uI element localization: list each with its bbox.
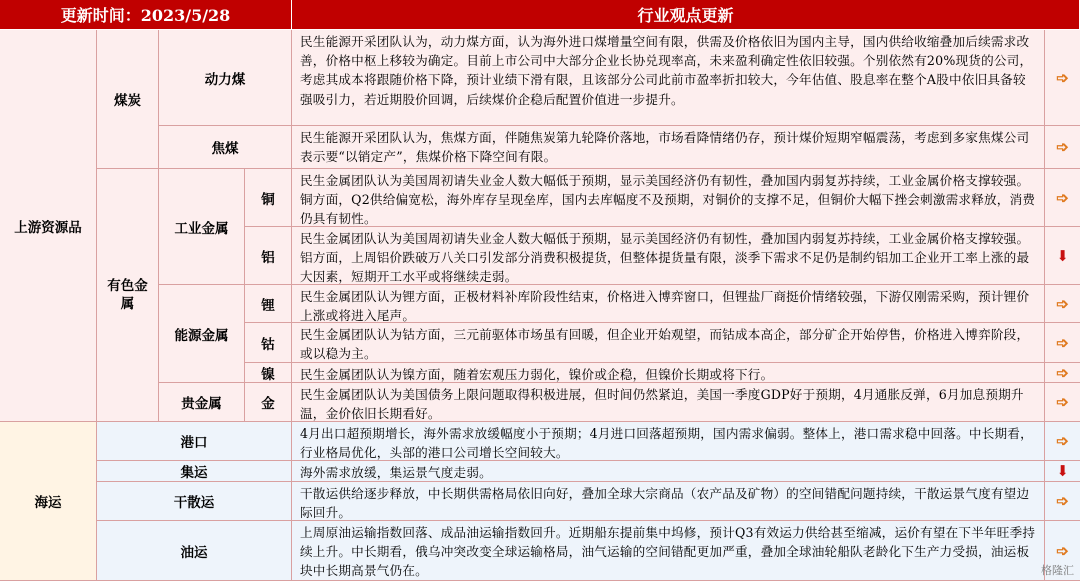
- subcategory-precious-metals: 贵金属: [159, 383, 245, 422]
- view-text-dry-bulk: 干散运供给逐步释放，中长期供需格局依旧向好，叠加全球大宗商品（农产品及矿物）的空间错配问题持续，干散运景气度有望边际回升。: [292, 482, 1045, 521]
- trend-cell: [1045, 363, 1080, 383]
- category-shipping: 海运: [0, 422, 97, 581]
- subcategory-coal: 煤炭: [97, 30, 159, 169]
- view-text-coking-coal: 民生能源开采团队认为，焦煤方面，伴随焦炭第九轮降价落地，市场看降情绪仍存，预计煤价短期窄幅震荡，考虑到多家焦煤公司表示要“以销定产”，焦煤价格下降空间有限。: [292, 126, 1045, 169]
- subcategory-nonferrous: 有色金属: [97, 169, 159, 422]
- trend-cell: [1045, 126, 1080, 169]
- flat-arrow-icon: ➩: [1056, 333, 1069, 352]
- view-text-gold: 民生金属团队认为美国债务上限问题取得积极进展，但时间仍然紧迫，美国一季度GDP好于预期，4月通胀反弹，6月加息预期升温，金价依旧长期看好。: [292, 383, 1045, 422]
- trend-cell: [1045, 422, 1080, 461]
- view-text-aluminum: 民生金属团队认为美国周初请失业金人数大幅低于预期，显示美国经济仍有韧性，叠加国内弱复苏持续，工业金属价格支撑较强。铝方面，上周铝价跌破万八关口引发部分消费积极提货，但整体提货量有限，淡季下需求不足仍是制约铝加工企业开工率上涨的最大因素，短期开工水平或将继续走弱。: [292, 227, 1045, 285]
- item-port: 港口: [97, 422, 292, 461]
- update-date-header: 更新时间：2023/5/28: [0, 0, 292, 30]
- flat-arrow-icon: ➩: [1056, 492, 1069, 510]
- item-coking-coal: 焦煤: [159, 126, 292, 169]
- view-text-container-shipping: 海外需求放缓，集运景气度走弱。: [292, 461, 1045, 482]
- flat-arrow-icon: ➩: [1056, 294, 1069, 313]
- flat-arrow-icon: ➩: [1056, 138, 1069, 156]
- item-cobalt: 钴: [245, 323, 292, 363]
- view-text-copper: 民生金属团队认为美国周初请失业金人数大幅低于预期，显示美国经济仍有韧性，叠加国内弱复苏持续，工业金属价格支撑较强。铜方面，Q2供给偏宽松，海外库存呈现垒库，国内去库幅度不及预期，对铜价的支撑不足，但铜价大幅下挫会刺激需求释放，消费仍具有韧性。: [292, 169, 1045, 227]
- flat-arrow-icon: ➩: [1056, 432, 1069, 450]
- trend-cell: [1045, 482, 1080, 521]
- flat-arrow-icon: ➩: [1056, 188, 1069, 207]
- view-text-port: 4月出口超预期增长，海外需求放缓幅度小于预期；4月进口回落超预期，国内需求偏弱。整体上，港口需求稳中回落。中长期看，行业格局优化，头部的港口公司增长空间较大。: [292, 422, 1045, 461]
- flat-arrow-icon: ➩: [1056, 363, 1069, 382]
- item-container-shipping: 集运: [97, 461, 292, 482]
- down-arrow-icon: ⬇: [1056, 462, 1069, 480]
- flat-arrow-icon: ➩: [1056, 393, 1069, 411]
- flat-arrow-icon: ➩: [1056, 68, 1069, 87]
- item-nickel: 镍: [245, 363, 292, 383]
- item-aluminum: 铝: [245, 227, 292, 285]
- trend-cell: [1045, 285, 1080, 323]
- view-text-thermal-coal: 民生能源开采团队认为，动力煤方面，认为海外进口煤增量空间有限，供需及价格依旧为国内主导，国内供给收缩叠加后续需求改善，价格中枢上移较为确定。目前上市公司中大部分企业长协兑现率高，未来盈利确定性依旧较强。个别依然有20%现货的公司，考虑其成本将跟随价格下降，预计业绩下滑有限，且该部分公司此前市盈率折扣较大，今年估值、股息率在整个A股中依旧具备较强吸引力，若近期股价回调，后续煤价企稳后配置价值进一步提升。: [292, 30, 1045, 126]
- table-title-header: 行业观点更新: [292, 0, 1080, 30]
- item-lithium: 锂: [245, 285, 292, 323]
- flat-arrow-icon: ➩: [1056, 541, 1069, 560]
- item-gold: 金: [245, 383, 292, 422]
- trend-cell: [1045, 30, 1080, 126]
- category-upstream: 上游资源品: [0, 30, 97, 422]
- trend-cell: [1045, 227, 1080, 285]
- trend-cell: [1045, 323, 1080, 363]
- subcategory-industrial-metals: 工业金属: [159, 169, 245, 285]
- trend-cell: [1045, 383, 1080, 422]
- view-text-cobalt: 民生金属团队认为钴方面，三元前驱体市场虽有回暖，但企业开始观望，而钴成本高企，部分矿企开始停售，价格进入博弈阶段，或以稳为主。: [292, 323, 1045, 363]
- trend-cell: [1045, 169, 1080, 227]
- down-arrow-icon: ⬇: [1056, 246, 1069, 265]
- item-oil-shipping: 油运: [97, 521, 292, 581]
- item-copper: 铜: [245, 169, 292, 227]
- trend-cell: [1045, 461, 1080, 482]
- subcategory-energy-metals: 能源金属: [159, 285, 245, 383]
- item-dry-bulk: 干散运: [97, 482, 292, 521]
- view-text-lithium: 民生金属团队认为锂方面，正极材料补库阶段性结束，价格进入博弈窗口，但锂盐厂商挺价情绪较强，下游仅刚需采购，预计锂价上涨或将进入尾声。: [292, 285, 1045, 323]
- watermark: 格隆汇: [1041, 564, 1074, 577]
- view-text-oil-shipping: 上周原油运输指数回落、成品油运输指数回升。近期船东提前集中坞修，预计Q3有效运力供给甚至缩减，运价有望在下半年旺季持续上升。中长期看，俄乌冲突改变全球运输格局，油气运输的空间错配更加严重，叠加全球油轮船队老龄化下生产力受损，油运板块中长期高景气仍在。: [292, 521, 1045, 581]
- item-thermal-coal: 动力煤: [159, 30, 292, 126]
- view-text-nickel: 民生金属团队认为镍方面，随着宏观压力弱化，镍价或企稳，但镍价长期或将下行。: [292, 363, 1045, 383]
